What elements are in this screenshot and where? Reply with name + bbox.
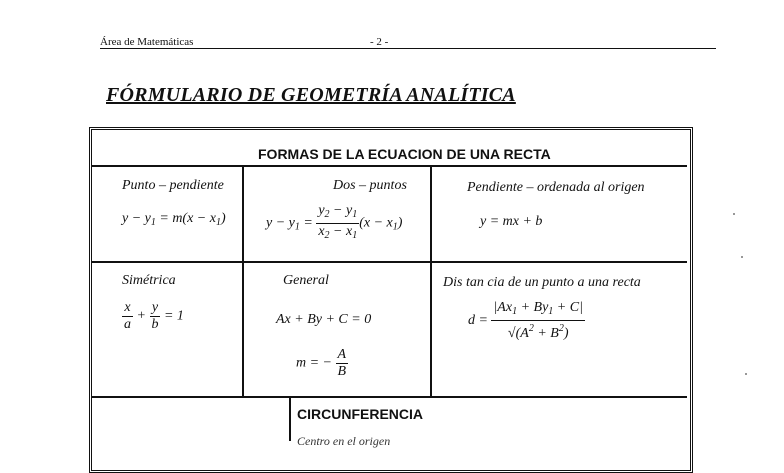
formula-simetrica: $\frac{x}{a}$ + $\frac{y}{b}$ = 1 — [124, 300, 184, 332]
general-slope-lhs: m = − — [296, 355, 333, 371]
slope-fraction: $\frac{y_2 - y_1}{x_2 - x_1}$ — [318, 203, 358, 241]
page-number: - 2 - — [370, 36, 389, 48]
cell-label-general: General — [283, 273, 329, 288]
scan-speck — [745, 373, 747, 375]
cell-label-dos-puntos: Dos – puntos — [333, 178, 407, 193]
cell-label-distancia: Dis tan cia de un punto a una recta — [443, 275, 641, 290]
y-over-b-fraction: $\frac{y}{b}$ — [151, 300, 159, 332]
formula-punto-pendiente: $y - y_1 = m(x - x_1)$ — [122, 211, 226, 228]
distance-fraction: $\frac{|Ax_1 + By_1 + C|}{√(A^2 + B^2)}$ — [493, 300, 583, 341]
row-divider-1 — [92, 165, 687, 167]
col-divider-3 — [289, 396, 291, 441]
col-divider-2 — [430, 165, 432, 396]
formula-general-slope — [296, 347, 348, 380]
header-area-label: Área de Matemáticas — [100, 36, 194, 48]
scan-speck — [741, 256, 743, 258]
simetrica-rhs: = 1 — [163, 308, 184, 324]
scan-speck — [733, 213, 735, 215]
page-title: FÓRMULARIO DE GEOMETRÍA ANALÍTICA — [106, 84, 516, 106]
circunferencia-title: CIRCUNFERENCIA — [297, 406, 423, 422]
section-title: FORMAS DE LA ECUACION DE UNA RECTA — [258, 146, 551, 162]
a-over-b-fraction: $\frac{A}{B}$ — [337, 347, 347, 379]
formula-pendiente-ordenada: y = mx + b — [480, 214, 543, 229]
row-divider-3 — [92, 396, 687, 398]
cell-label-pendiente-ordenada: Pendiente – ordenada al origen — [467, 180, 645, 195]
cell-label-simetrica: Simétrica — [122, 273, 176, 288]
row-divider-2 — [92, 261, 687, 263]
header-rule — [100, 48, 716, 49]
cell-label-punto-pendiente: Punto – pendiente — [122, 178, 224, 193]
circunferencia-partial-text: Centro en el origen — [297, 434, 391, 448]
col-divider-1 — [242, 165, 244, 396]
x-over-a-fraction: $\frac{x}{a}$ — [124, 300, 131, 332]
distancia-lhs: d = — [468, 313, 488, 329]
formula-general: Ax + By + C = 0 — [276, 312, 372, 327]
formula-distancia — [468, 300, 585, 342]
formula-dos-puntos: $y - y_1$ = $\frac{y_2 - y_1}{x_2 - x_1}$ $(x - x_1)$ — [266, 203, 402, 244]
